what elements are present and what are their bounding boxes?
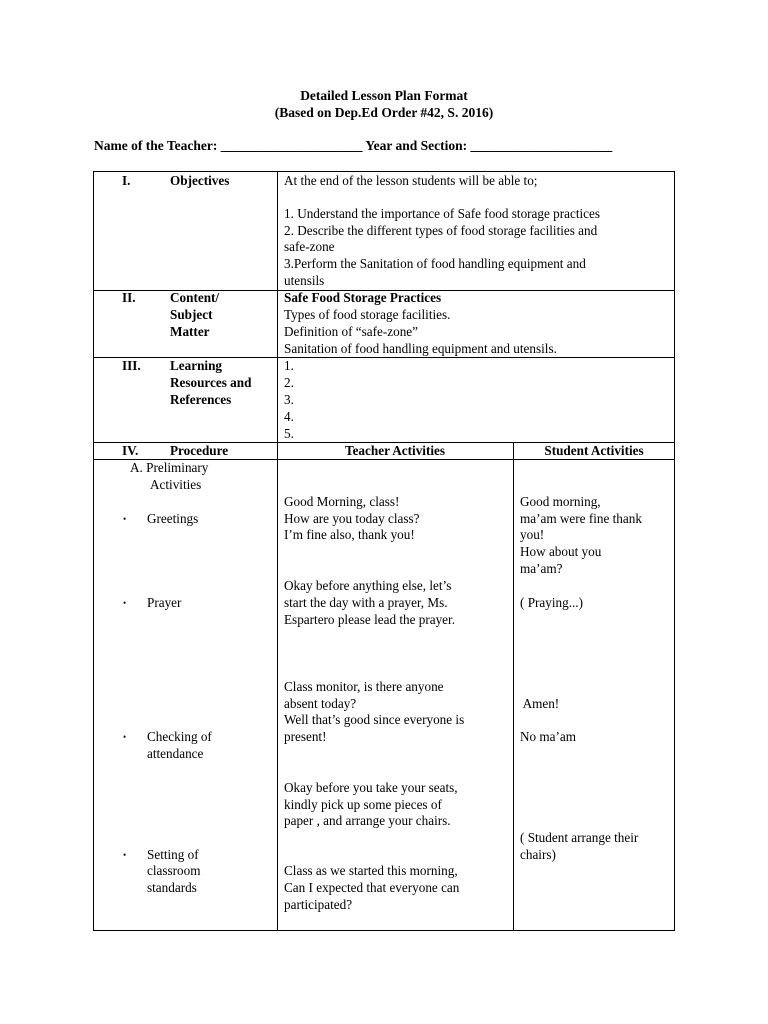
student-no-maam: No ma’am (520, 729, 577, 744)
objective-line: 3.Perform the Sanitation of food handling equipment and (284, 256, 586, 271)
resources-label-line: Resources and (170, 375, 252, 390)
teacher-seats-line: paper , and arrange your chairs. (284, 813, 451, 828)
resources-label-line: Learning (170, 358, 223, 373)
objectives-intro: At the end of the lesson students will be able to; (284, 173, 538, 188)
teacher-attendance-line: Class monitor, is there anyone (284, 679, 444, 694)
student-greetings-line: you! (520, 527, 545, 542)
student-praying: ( Praying...) (520, 595, 583, 610)
content-label-line: Subject (170, 307, 213, 322)
column-divider (277, 172, 278, 930)
teacher-standards-line: Class as we started this morning, (284, 863, 458, 878)
content-heading: Safe Food Storage Practices (284, 290, 442, 305)
student-activities-header: Student Activities (544, 443, 644, 458)
content-label-line: Content/ (170, 290, 220, 305)
teacher-greetings-line: Good Morning, class! (284, 494, 400, 509)
step-greetings: Greetings (147, 511, 199, 526)
teacher-standards-line: Can I expected that everyone can (284, 880, 460, 895)
teacher-attendance-line: present! (284, 729, 327, 744)
teacher-standards-line: participated? (284, 897, 353, 912)
teacher-prayer-line: start the day with a prayer, Ms. (284, 595, 448, 610)
resource-item: 4. (284, 409, 294, 424)
resource-item: 3. (284, 392, 294, 407)
procedure-number: IV. (122, 443, 139, 458)
document-subtitle: (Based on Dep.Ed Order #42, S. 2016) (274, 105, 494, 120)
resource-item: 1. (284, 358, 294, 373)
preliminary-activities-label: Activities (150, 477, 202, 492)
objective-line: safe-zone (284, 239, 335, 254)
preliminary-activities-label: A. Preliminary (130, 460, 209, 475)
column-divider (513, 442, 514, 930)
step-standards: standards (147, 880, 197, 895)
objectives-label: Objectives (170, 173, 230, 188)
procedure-label: Procedure (170, 443, 229, 458)
resource-item: 5. (284, 426, 294, 441)
teacher-greetings-line: How are you today class? (284, 511, 420, 526)
bullet-icon: • (123, 850, 127, 860)
teacher-activities-header: Teacher Activities (345, 443, 445, 458)
objective-line: utensils (284, 273, 325, 288)
resources-number: III. (122, 358, 141, 373)
step-standards: classroom (147, 863, 201, 878)
step-prayer: Prayer (147, 595, 182, 610)
step-attendance: Checking of (147, 729, 212, 744)
student-greetings-line: Good morning, (520, 494, 601, 509)
content-line: Types of food storage facilities. (284, 307, 451, 322)
content-line: Definition of “safe-zone” (284, 324, 419, 339)
objectives-number: I. (122, 173, 131, 188)
student-greetings-line: ma’am were fine thank (520, 511, 642, 526)
teacher-prayer-line: Okay before anything else, let’s (284, 578, 452, 593)
document-title: Detailed Lesson Plan Format (300, 88, 468, 103)
resources-label-line: References (170, 392, 232, 407)
bullet-icon: • (123, 598, 127, 608)
student-arrange-line: ( Student arrange their (520, 830, 639, 845)
step-attendance: attendance (147, 746, 204, 761)
teacher-info-line: Name of the Teacher: _____________________ Year and Section: _____________________ (94, 138, 613, 153)
objective-line: 2. Describe the different types of food storage facilities and (284, 223, 598, 238)
lesson-plan-table (93, 171, 675, 931)
teacher-attendance-line: Well that’s good since everyone is (284, 712, 465, 727)
content-number: II. (122, 290, 136, 305)
resource-item: 2. (284, 375, 294, 390)
teacher-greetings-line: I’m fine also, thank you! (284, 527, 415, 542)
student-greetings-line: ma’am? (520, 561, 563, 576)
content-line: Sanitation of food handling equipment and utensils. (284, 341, 557, 356)
teacher-seats-line: Okay before you take your seats, (284, 780, 458, 795)
student-greetings-line: How about you (520, 544, 602, 559)
content-label-line: Matter (170, 324, 210, 339)
bullet-icon: • (123, 732, 127, 742)
step-standards: Setting of (147, 847, 199, 862)
teacher-prayer-line: Espartero please lead the prayer. (284, 612, 455, 627)
teacher-attendance-line: absent today? (284, 696, 357, 711)
bullet-icon: • (123, 514, 127, 524)
objective-line: 1. Understand the importance of Safe food storage practices (284, 206, 601, 221)
student-arrange-line: chairs) (520, 847, 556, 862)
teacher-seats-line: kindly pick up some pieces of (284, 797, 442, 812)
student-amen: Amen! (520, 696, 560, 711)
